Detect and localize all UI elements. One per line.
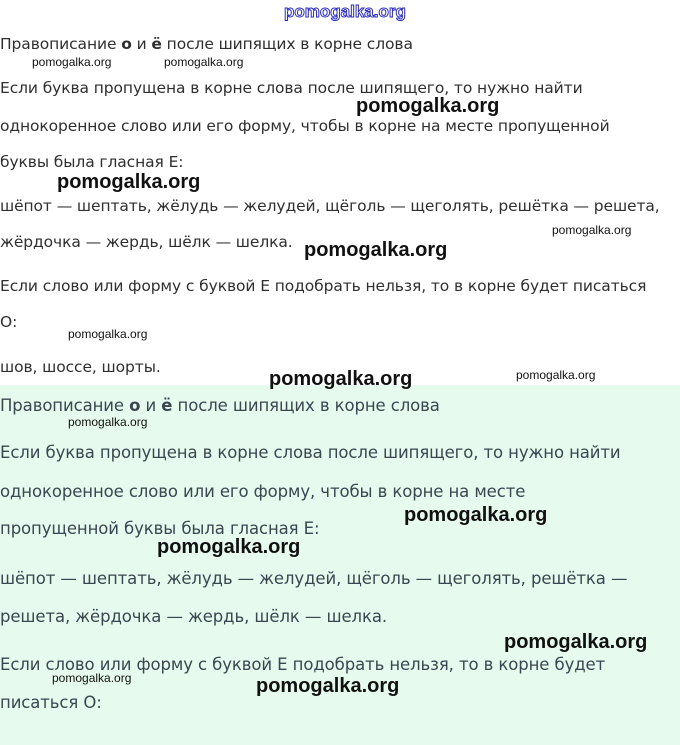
watermark: pomogalka.org [516, 368, 596, 382]
watermark: pomogalka.org [68, 327, 148, 341]
bottom-text-line: однокоренное слово или его форму, чтобы в корне на месте [0, 482, 526, 501]
watermark: pomogalka.org [57, 171, 201, 193]
watermark: pomogalka.org [52, 671, 132, 685]
watermark: pomogalka.org [356, 95, 500, 117]
watermark-top: pomogalka.org [284, 2, 406, 21]
watermark: pomogalka.org [157, 536, 301, 558]
bottom-text-line: писаться О: [0, 693, 102, 712]
watermark: pomogalka.org [404, 504, 548, 526]
top-text-line: Если буква пропущена в корне слова после шипящего, то нужно найти [0, 79, 583, 97]
watermark: pomogalka.org [552, 223, 632, 237]
top-section-title: Правописание о и ё после шипящих в корне слова [0, 35, 413, 53]
top-text-line: шёпот — шептать, жёлудь — желудей, щёголь — щеголять, решётка — решета, [0, 197, 660, 215]
watermark: pomogalka.org [304, 239, 448, 261]
bottom-text-line: Если слово или форму с буквой Е подобрать нельзя, то в корне будет [0, 655, 606, 674]
watermark: pomogalka.org [504, 631, 648, 653]
top-text-line: буквы была гласная Е: [0, 153, 184, 171]
watermark: pomogalka.org [68, 415, 148, 429]
top-text-line: шов, шоссе, шорты. [0, 358, 161, 376]
bottom-text-line: Если буква пропущена в корне слова после шипящего, то нужно найти [0, 443, 621, 462]
watermark: pomogalka.org [256, 675, 400, 697]
watermark: pomogalka.org [32, 55, 112, 69]
bottom-section-title: Правописание о и ё после шипящих в корне слова [0, 396, 440, 415]
top-text-line: однокоренное слово или его форму, чтобы в корне на месте пропущенной [0, 117, 610, 135]
top-text-line: О: [0, 313, 18, 331]
bottom-text-line: пропущенной буквы была гласная Е: [0, 519, 320, 538]
top-text-line: Если слово или форму с буквой Е подобрать нельзя, то в корне будет писаться [0, 277, 647, 295]
top-text-line: жёрдочка — жердь, шёлк — шелка. [0, 233, 293, 251]
bottom-text-line: шёпот — шептать, жёлудь — желудей, щёголь — щеголять, решётка — [0, 569, 628, 588]
watermark: pomogalka.org [269, 368, 413, 390]
bottom-text-line: решета, жёрдочка — жердь, шёлк — шелка. [0, 607, 387, 626]
watermark: pomogalka.org [164, 55, 244, 69]
